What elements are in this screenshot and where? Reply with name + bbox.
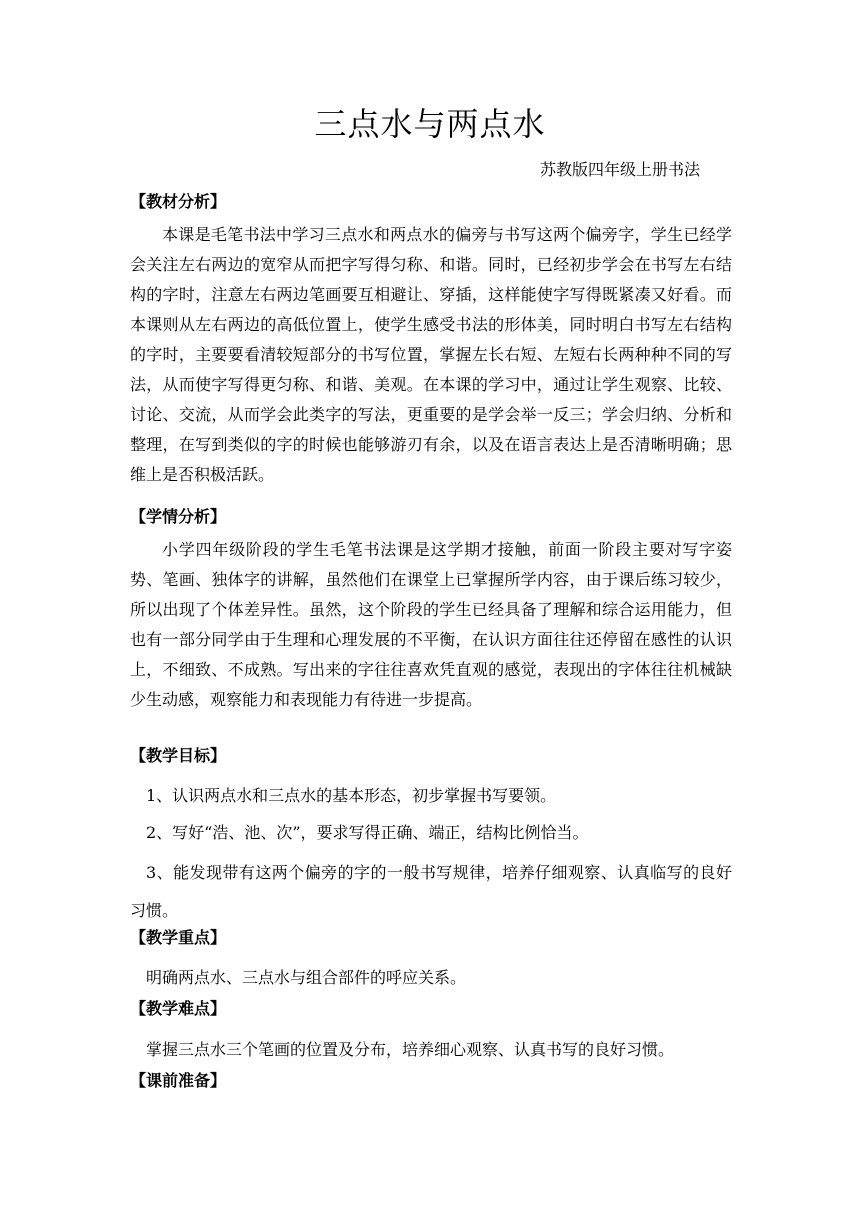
document-title: 三点水与两点水 — [314, 105, 546, 143]
paragraph-material-analysis: 本课是毛笔书法中学习三点水和两点水的偏旁与书写这两个偏旁字，学生已经学会关注左右两边的宽窄从而把字写得匀称、和谐。同时，已经初步学会在书写左右结构的字时，注意左右两边笔画要互相避让、穿插，这样能使字写得既紧凑又好看。而本课则从左右两边的高低位置上，使学生感受书法的形体美，同时明白书写左右结构的字时，主要要看清较短部分的书写位置，掌握左长右短、左短右长两种种不同的写法，从而使字写得更匀称、和谐、美观。在本课的学习中，通过让学生观察、比较、讨论、交流，从而学会此类字的写法，更重要的是学会举一反三；学会归纳、分析和整理，在写到类似的字的时候也能够游刃有余，以及在语言表达上是否清晰明确；思维上是否积极活跃。 — [130, 225, 732, 484]
paragraph-student-analysis: 小学四年级阶段的学生毛笔书法课是这学期才接触，前面一阶段主要对写字姿势、笔画、独体字的讲解，虽然他们在课堂上已掌握所学内容，由于课后练习较少，所以出现了个体差异性。虽然，这个阶段的学生已经具备了理解和综合运用能力，但也有一部分同学由于生理和心理发展的不平衡，在认识方面往往还停留在感性的认识上，不细致、不成熟。写出来的字往往喜欢凭直观的感觉，表现出的字体往往机械缺少生动感，观察能力和表现能力有待进一步提高。 — [130, 540, 732, 709]
heading-teaching-goals: 【教学目标】 — [130, 746, 227, 765]
paragraph-difficulties: 掌握三点水三个笔画的位置及分布，培养细心观察、认真书写的良好习惯。 — [146, 1040, 675, 1059]
goal-item-2: 2、写好“浩、池、次”，要求写得正确、端正，结构比例恰当。 — [146, 823, 589, 842]
goal-item-3: 3、能发现带有这两个偏旁的字的一般书写规律，培养仔细观察、认真临写的良好习惯。 — [130, 863, 732, 920]
heading-preparation: 【课前准备】 — [130, 1071, 227, 1090]
goal-item-1: 1、认识两点水和三点水的基本形态，初步掌握书写要领。 — [146, 786, 557, 805]
paragraph-key-points: 明确两点水、三点水与组合部件的呼应关系。 — [146, 968, 467, 987]
document-subtitle: 苏教版四年级上册书法 — [540, 160, 701, 179]
heading-difficulties: 【教学难点】 — [130, 999, 227, 1018]
heading-material-analysis: 【教材分析】 — [130, 192, 227, 211]
heading-key-points: 【教学重点】 — [130, 928, 227, 947]
heading-student-analysis: 【学情分析】 — [130, 507, 227, 526]
